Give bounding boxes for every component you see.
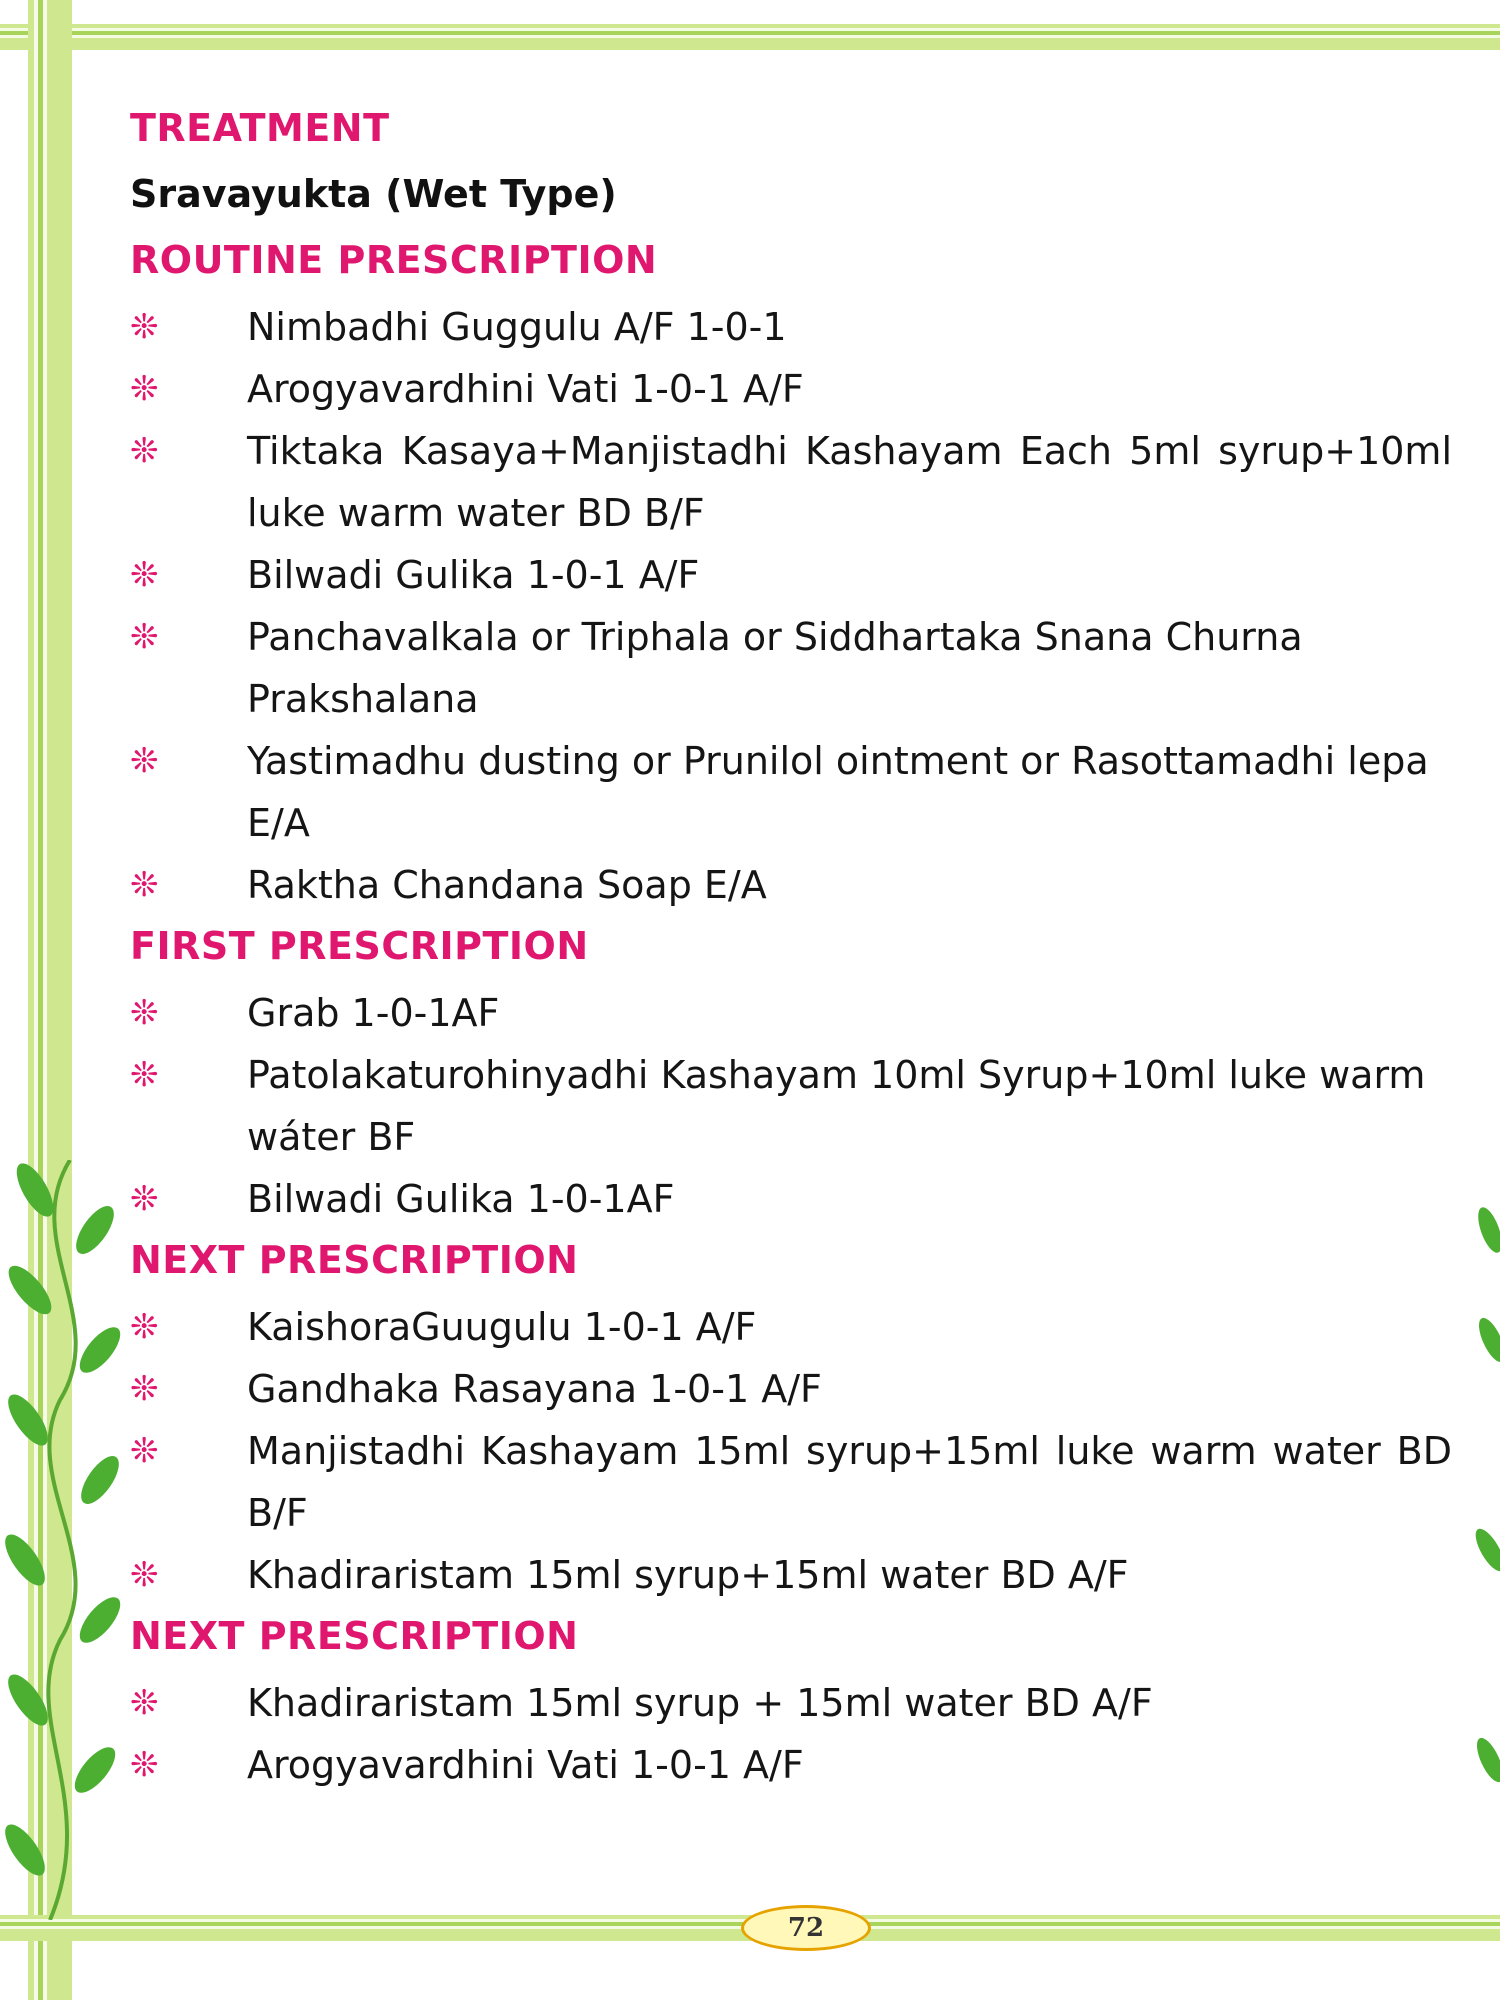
page-number: 72 (741, 1905, 871, 1951)
list-item: ❊ Raktha Chandana Soap E/A (130, 854, 1452, 916)
flower-bullet-icon: ❊ (130, 1431, 159, 1471)
routine-prescription-heading: ROUTINE PRESCRIPTION (130, 238, 658, 282)
list-item: ❊ Arogyavardhini Vati 1-0-1 A/F (130, 1734, 1452, 1796)
flower-bullet-icon: ❊ (130, 865, 159, 905)
list-item: ❊ Manjistadhi Kashayam 15ml syrup+15ml luke warm water BD B/F (130, 1420, 1452, 1544)
treatment-subtitle: Sravayukta (Wet Type) (130, 172, 617, 216)
list-item: ❊ Khadiraristam 15ml syrup + 15ml water BD A/F (130, 1672, 1452, 1734)
list-item: ❊ Grab 1-0-1AF (130, 982, 1452, 1044)
list-item: ❊ Arogyavardhini Vati 1-0-1 A/F (130, 358, 1452, 420)
list-item: ❊ Nimbadhi Guggulu A/F 1-0-1 (130, 296, 1452, 358)
flower-bullet-icon: ❊ (130, 741, 159, 781)
flower-bullet-icon: ❊ (130, 555, 159, 595)
flower-bullet-icon: ❊ (130, 1369, 159, 1409)
flower-bullet-icon: ❊ (130, 1745, 159, 1785)
flower-bullet-icon: ❊ (130, 617, 159, 657)
next-prescription-heading-2: NEXT PRESCRIPTION (130, 1614, 579, 1658)
flower-bullet-icon: ❊ (130, 993, 159, 1033)
list-item: ❊ Yastimadhu dusting or Prunilol ointment or Rasottamadhi lepa E/A (130, 730, 1452, 854)
flower-bullet-icon: ❊ (130, 369, 159, 409)
routine-prescription-list (130, 296, 1452, 916)
flower-bullet-icon: ❊ (130, 1555, 159, 1595)
top-border (0, 24, 1500, 50)
list-item: ❊ Tiktaka Kasaya+Manjistadhi Kashayam Each 5ml syrup+10ml luke warm water BD B/F (130, 420, 1452, 544)
first-prescription-list (130, 982, 1452, 1230)
first-prescription-heading: FIRST PRESCRIPTION (130, 924, 589, 968)
next-prescription-list-2 (130, 1672, 1452, 1796)
next-prescription-list (130, 1296, 1452, 1606)
flower-bullet-icon: ❊ (130, 431, 159, 471)
vine-leaves-decoration (0, 1160, 140, 1920)
flower-bullet-icon: ❊ (130, 1307, 159, 1347)
list-item: ❊ Bilwadi Gulika 1-0-1 A/F (130, 544, 1452, 606)
list-item: ❊ KaishoraGuugulu 1-0-1 A/F (130, 1296, 1452, 1358)
list-item: ❊ Khadiraristam 15ml syrup+15ml water BD A/F (130, 1544, 1452, 1606)
list-item: ❊ Panchavalkala or Triphala or Siddhartaka Snana Churna Prakshalana (130, 606, 1452, 730)
treatment-heading: TREATMENT (130, 106, 390, 150)
list-item: ❊ Bilwadi Gulika 1-0-1AF (130, 1168, 1452, 1230)
flower-bullet-icon: ❊ (130, 307, 159, 347)
flower-bullet-icon: ❊ (130, 1179, 159, 1219)
list-item: ❊ Gandhaka Rasayana 1-0-1 A/F (130, 1358, 1452, 1420)
right-leaves-decoration (1460, 1200, 1500, 1820)
page-content (130, 98, 1452, 1796)
flower-bullet-icon: ❊ (130, 1683, 159, 1723)
list-item: ❊ Patolakaturohinyadhi Kashayam 10ml Syrup+10ml luke warm wáter BF (130, 1044, 1452, 1168)
next-prescription-heading: NEXT PRESCRIPTION (130, 1238, 579, 1282)
flower-bullet-icon: ❊ (130, 1055, 159, 1095)
